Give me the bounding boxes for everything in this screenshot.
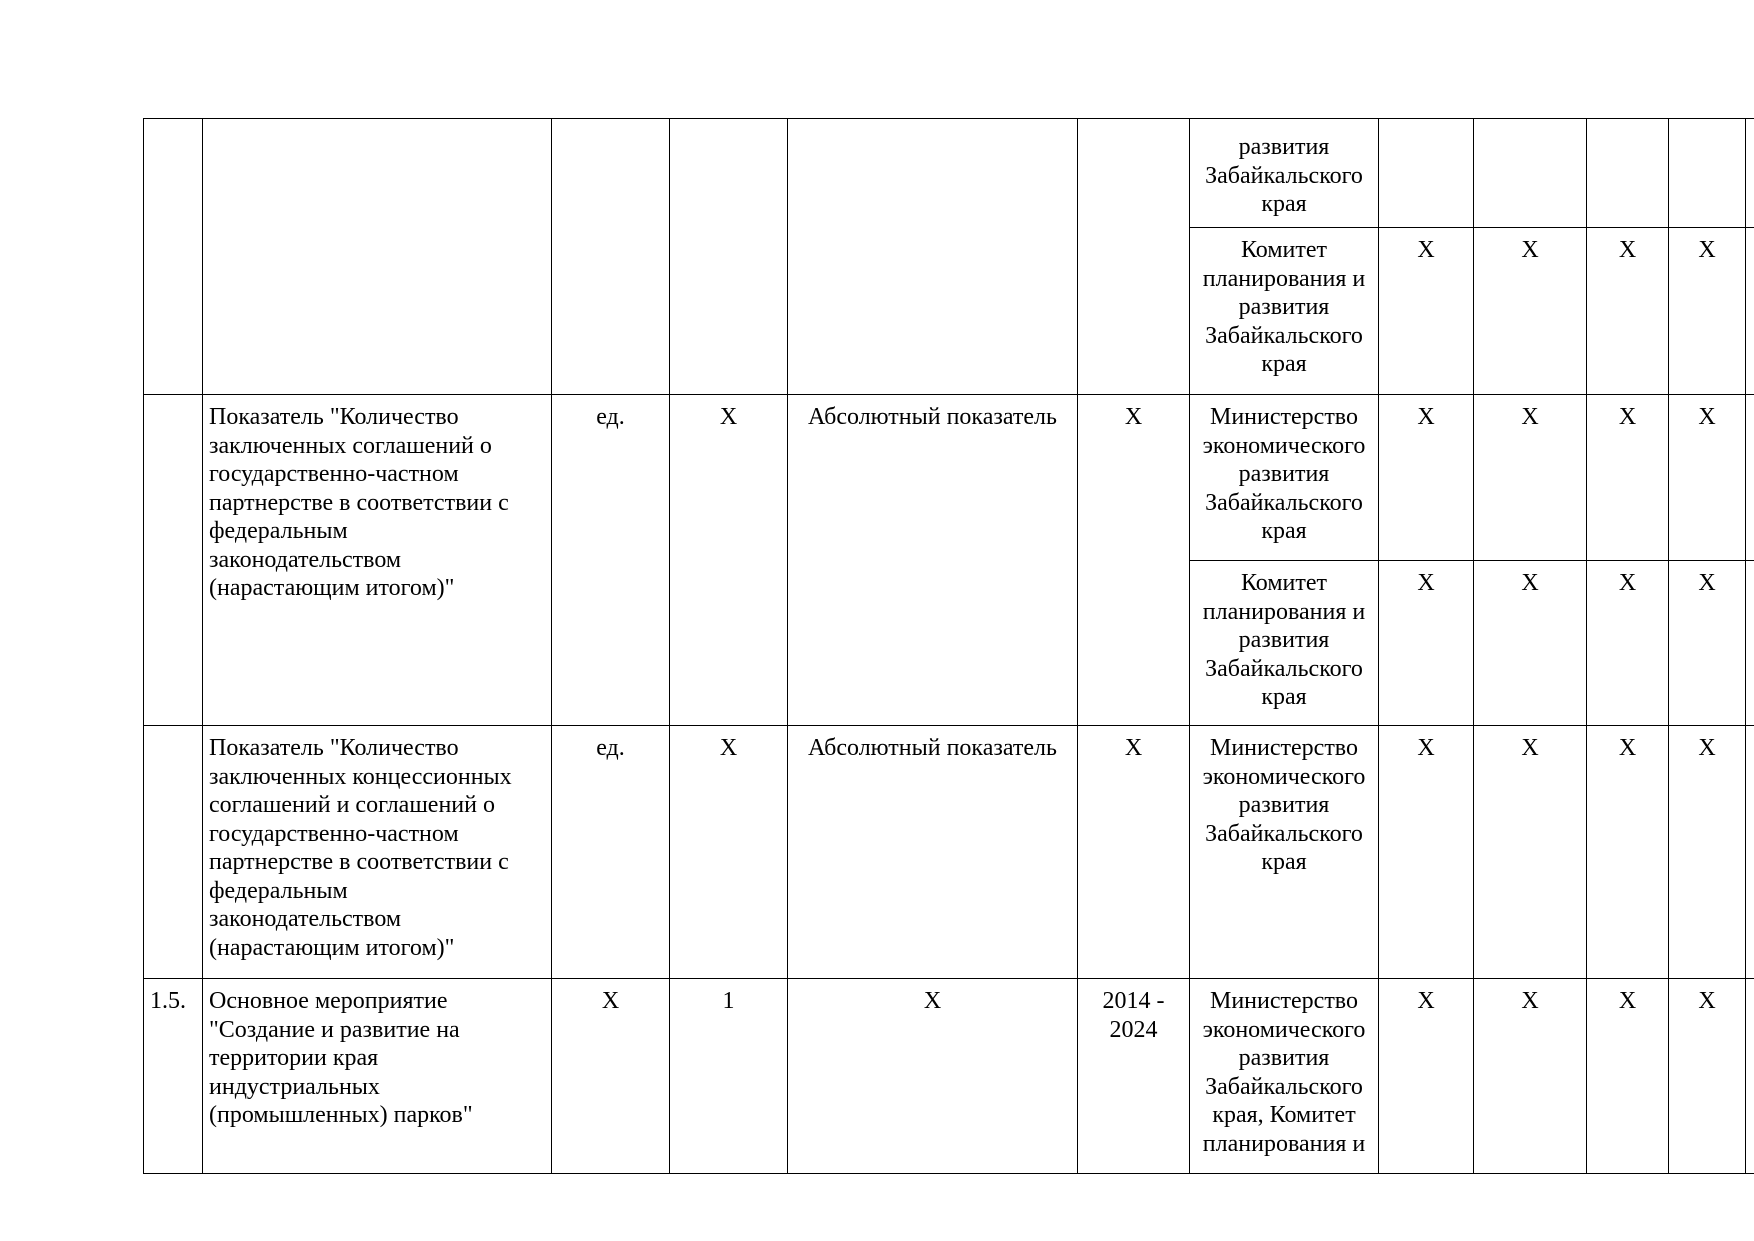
- cell-name: Основное мероприятие "Создание и развитие на территории края индустриальных (промышленных) парков": [203, 979, 552, 1174]
- indicators-table: [143, 118, 1754, 1174]
- cell-unit: ед.: [552, 395, 670, 726]
- cell-value: [1746, 979, 1754, 1174]
- cell-col3: X: [670, 726, 788, 979]
- cell-period: X: [1078, 395, 1190, 726]
- cell-value: X: [1669, 979, 1746, 1174]
- cell-unit: ед.: [552, 726, 670, 979]
- cell-value: X: [1587, 561, 1669, 726]
- cell-value: X: [1474, 726, 1587, 979]
- cell-organization: Министерство экономического развития Забайкальского края: [1190, 395, 1379, 561]
- table-row: [144, 119, 1754, 228]
- cell-type: Абсолютный показатель: [788, 726, 1078, 979]
- cell-name: Показатель "Количество заключенных соглашений о государственно-частном партнерстве в соответствии с федеральным законодательством (нарастающим итогом)": [203, 395, 552, 726]
- cell-value: X: [1474, 979, 1587, 1174]
- cell-value: X: [1474, 228, 1587, 395]
- cell-type: [788, 119, 1078, 395]
- cell-col3: [670, 119, 788, 395]
- cell-value: [1746, 395, 1754, 561]
- cell-value: X: [1379, 228, 1474, 395]
- cell-value: [1474, 119, 1587, 228]
- cell-value: X: [1669, 726, 1746, 979]
- table-row: [144, 726, 1754, 979]
- cell-value: X: [1379, 561, 1474, 726]
- cell-value: X: [1669, 561, 1746, 726]
- cell-col3: X: [670, 395, 788, 726]
- cell-organization: Комитет планирования и развития Забайкальского края: [1190, 561, 1379, 726]
- cell-number: 1.5.: [144, 979, 203, 1174]
- cell-type: Абсолютный показатель: [788, 395, 1078, 726]
- cell-col3: 1: [670, 979, 788, 1174]
- cell-value: X: [1379, 395, 1474, 561]
- cell-period: [1078, 119, 1190, 395]
- cell-value: X: [1379, 726, 1474, 979]
- cell-value: X: [1669, 228, 1746, 395]
- table-row: [144, 395, 1754, 561]
- cell-number: [144, 726, 203, 979]
- cell-value: X: [1587, 228, 1669, 395]
- cell-value: X: [1474, 395, 1587, 561]
- cell-value: [1379, 119, 1474, 228]
- cell-value: [1746, 561, 1754, 726]
- cell-value: X: [1587, 979, 1669, 1174]
- cell-value: [1746, 119, 1754, 228]
- cell-unit: X: [552, 979, 670, 1174]
- cell-value: [1587, 119, 1669, 228]
- cell-value: [1746, 228, 1754, 395]
- cell-number: [144, 395, 203, 726]
- cell-name: [203, 119, 552, 395]
- cell-type: X: [788, 979, 1078, 1174]
- cell-number: [144, 119, 203, 395]
- cell-organization: развития Забайкальского края: [1190, 119, 1379, 228]
- cell-period: 2014 - 2024: [1078, 979, 1190, 1174]
- cell-organization: Комитет планирования и развития Забайкальского края: [1190, 228, 1379, 395]
- cell-organization: Министерство экономического развития Забайкальского края: [1190, 726, 1379, 979]
- cell-value: X: [1669, 395, 1746, 561]
- cell-name: Показатель "Количество заключенных концессионных соглашений и соглашений о государственно-частном партнерстве в соответствии с федеральным законодательством (нарастающим итогом)": [203, 726, 552, 979]
- cell-value: X: [1474, 561, 1587, 726]
- cell-unit: [552, 119, 670, 395]
- cell-value: [1746, 726, 1754, 979]
- cell-value: X: [1587, 726, 1669, 979]
- cell-period: X: [1078, 726, 1190, 979]
- table-row: [144, 979, 1754, 1174]
- cell-value: [1669, 119, 1746, 228]
- cell-value: X: [1587, 395, 1669, 561]
- cell-organization: Министерство экономического развития Забайкальского края, Комитет планирования и: [1190, 979, 1379, 1174]
- cell-value: X: [1379, 979, 1474, 1174]
